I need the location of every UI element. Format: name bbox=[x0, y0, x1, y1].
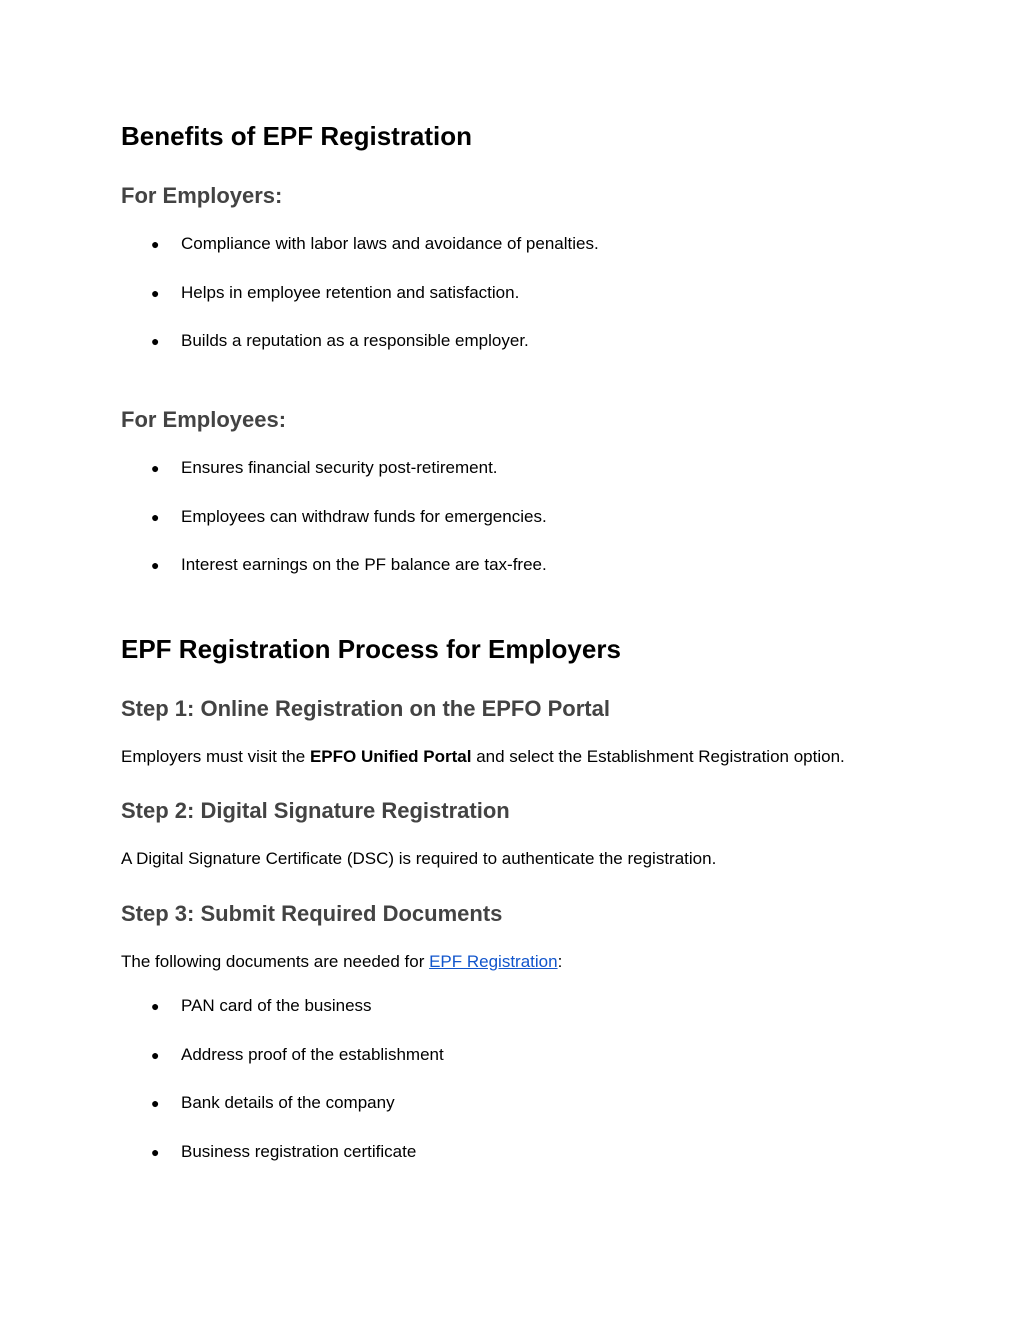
subheading-for-employers: For Employers: bbox=[121, 183, 283, 208]
list-item-text: Builds a reputation as a responsible employer. bbox=[181, 331, 529, 350]
bullet-icon: ● bbox=[151, 1095, 160, 1111]
step-2-paragraph: A Digital Signature Certificate (DSC) is required to authenticate the registration. bbox=[121, 849, 717, 868]
bullet-icon: ● bbox=[151, 557, 160, 573]
section-title-benefits: Benefits of EPF Registration bbox=[121, 121, 473, 151]
list-item-text: Compliance with labor laws and avoidance of penalties. bbox=[181, 234, 599, 253]
step-3-paragraph bbox=[121, 951, 562, 973]
list-item-text: Business registration certificate bbox=[181, 1142, 417, 1161]
subheading-step-1: Step 1: Online Registration on the EPFO Portal bbox=[121, 696, 610, 721]
step-1-text-after: and select the Establishment Registration option. bbox=[471, 747, 845, 766]
list-item-text: Interest earnings on the PF balance are tax-free. bbox=[181, 555, 547, 574]
list-item-text: Ensures financial security post-retirement. bbox=[181, 458, 498, 477]
bullet-icon: ● bbox=[151, 998, 160, 1014]
list-item-text: Helps in employee retention and satisfaction. bbox=[181, 283, 520, 302]
bullet-icon: ● bbox=[151, 509, 160, 525]
epf-registration-link[interactable]: EPF Registration bbox=[429, 952, 558, 971]
section-title-process: EPF Registration Process for Employers bbox=[121, 634, 621, 664]
step-1-paragraph bbox=[121, 746, 845, 768]
subheading-step-2: Step 2: Digital Signature Registration bbox=[121, 798, 510, 823]
subheading-for-employees: For Employees: bbox=[121, 407, 287, 432]
list-item-text: Bank details of the company bbox=[181, 1093, 395, 1112]
bullet-icon: ● bbox=[151, 460, 160, 476]
bullet-icon: ● bbox=[151, 236, 160, 252]
step-3-text-before: The following documents are needed for bbox=[121, 952, 430, 971]
subheading-step-3: Step 3: Submit Required Documents bbox=[121, 901, 503, 926]
epfo-portal-bold: EPFO Unified Portal bbox=[309, 747, 472, 766]
bullet-icon: ● bbox=[151, 285, 160, 301]
step-3-text-after: : bbox=[557, 952, 563, 971]
bullet-icon: ● bbox=[151, 1047, 160, 1063]
list-item-text: Employees can withdraw funds for emergencies. bbox=[181, 507, 547, 526]
list-item-text: PAN card of the business bbox=[181, 996, 372, 1015]
list-item-text: Address proof of the establishment bbox=[181, 1045, 444, 1064]
bullet-icon: ● bbox=[151, 1144, 160, 1160]
step-1-text-before: Employers must visit the bbox=[121, 747, 310, 766]
bullet-icon: ● bbox=[151, 333, 160, 349]
